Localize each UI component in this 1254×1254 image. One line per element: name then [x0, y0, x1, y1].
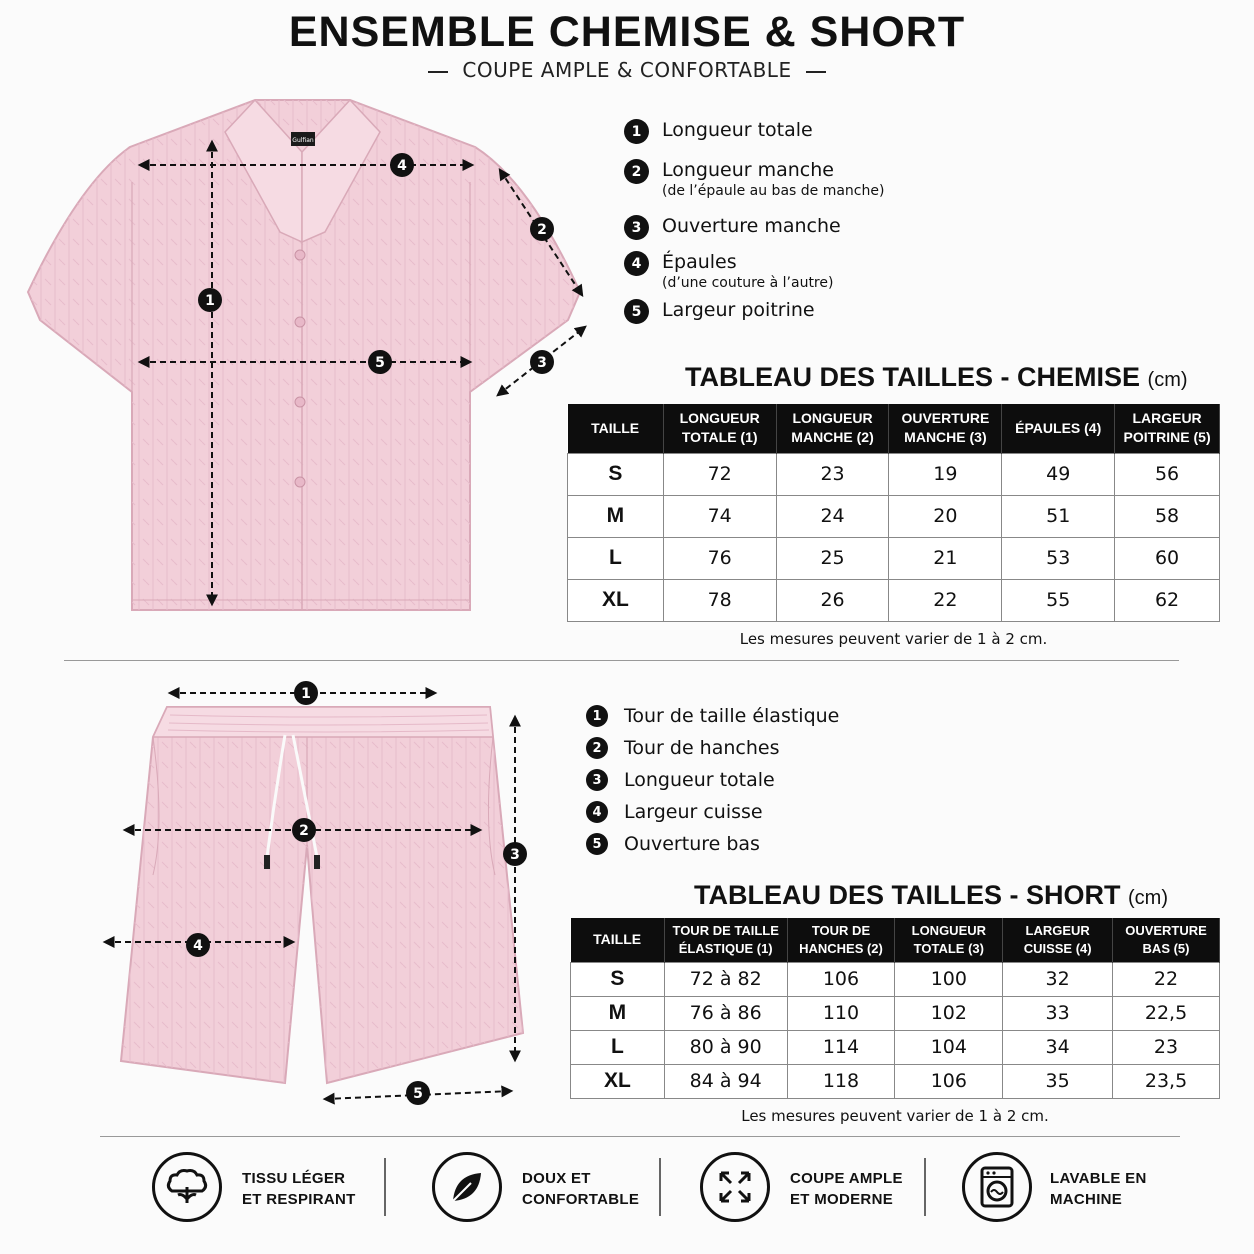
value-cell: 19: [889, 453, 1002, 495]
shirt-table-note: Les mesures peuvent varier de 1 à 2 cm.: [739, 630, 1048, 648]
shorts-legend: [586, 705, 1206, 865]
feature-line: LAVABLE EN: [1050, 1170, 1147, 1187]
value-cell: 78: [663, 579, 776, 621]
header-line: HANCHES (2): [799, 940, 883, 956]
washing-machine-icon: [962, 1152, 1032, 1222]
leaf-icon: [432, 1152, 502, 1222]
table-row: [571, 1064, 1220, 1098]
header-line: TAILLE: [593, 931, 642, 948]
size-cell: XL: [568, 579, 664, 621]
legend-label: Épaules: [662, 251, 737, 273]
shorts-marker-2-label: 2: [299, 823, 309, 839]
value-cell: 114: [787, 1030, 895, 1064]
legend-badge: 3: [624, 215, 649, 240]
value-cell: 22,5: [1113, 996, 1220, 1030]
value-cell: 32: [1003, 962, 1113, 996]
value-cell: 24: [776, 495, 889, 537]
header-line: OUVERTURE: [901, 410, 990, 427]
size-cell: M: [571, 996, 665, 1030]
legend-label: Ouverture manche: [662, 215, 841, 237]
shirt-table-unit: (cm): [1147, 369, 1188, 391]
table-header-cell: [1115, 404, 1220, 453]
value-cell: 76: [663, 537, 776, 579]
legend-badge: 1: [624, 119, 649, 144]
feature-line: ET RESPIRANT: [242, 1191, 356, 1208]
subtitle-dash-left: [428, 71, 448, 73]
value-cell: 53: [1002, 537, 1115, 579]
table-row: [571, 1030, 1220, 1064]
size-cell: L: [568, 537, 664, 579]
shorts-table-title-text: TABLEAU DES TAILLES - SHORT: [694, 880, 1121, 910]
value-cell: 22: [889, 579, 1002, 621]
shirt-marker-3-label: 3: [537, 355, 547, 371]
legend-label: Tour de taille élastique: [624, 705, 840, 727]
feature-line: COUPE AMPLE: [790, 1170, 903, 1187]
header-line: TAILLE: [591, 419, 640, 436]
header-line: TOTALE (1): [681, 429, 758, 446]
legend-badge: 1: [586, 705, 608, 727]
header-line: TOUR DE: [811, 923, 871, 939]
value-cell: 84 à 94: [664, 1064, 787, 1098]
size-cell: XL: [571, 1064, 665, 1098]
value-cell: 74: [663, 495, 776, 537]
page-subtitle: [0, 58, 1254, 82]
table-header-row: [571, 918, 1220, 962]
cotton-icon: [152, 1152, 222, 1222]
feature-line: DOUX ET: [522, 1170, 591, 1187]
value-cell: 55: [1002, 579, 1115, 621]
brand-tag-label: Gulfian: [292, 137, 314, 144]
value-cell: 20: [889, 495, 1002, 537]
value-cell: 49: [1002, 453, 1115, 495]
value-cell: 56: [1115, 453, 1220, 495]
value-cell: 51: [1002, 495, 1115, 537]
shorts-size-table: [570, 918, 1220, 1099]
legend-label: Longueur totale: [662, 119, 813, 141]
value-cell: 23: [776, 453, 889, 495]
table-row: [568, 537, 1220, 579]
shirt-body: [28, 100, 580, 610]
size-cell: M: [568, 495, 664, 537]
feature-line: CONFORTABLE: [522, 1191, 640, 1208]
legend-badge: 4: [624, 251, 649, 276]
table-header-cell: [664, 918, 787, 962]
header-line: ÉPAULES (4): [1015, 419, 1102, 436]
value-cell: 72 à 82: [664, 962, 787, 996]
table-header-cell: [1003, 918, 1113, 962]
shirt-illustration: [20, 92, 600, 627]
shorts-body: [121, 707, 523, 1083]
value-cell: 34: [1003, 1030, 1113, 1064]
feature-label-fit: [790, 1168, 903, 1210]
table-header-cell: [568, 404, 664, 453]
header-line: OUVERTURE: [1125, 923, 1207, 939]
table-header-cell: [895, 918, 1003, 962]
table-row: [568, 495, 1220, 537]
value-cell: 25: [776, 537, 889, 579]
value-cell: 102: [895, 996, 1003, 1030]
feature-label-light: [242, 1168, 356, 1210]
value-cell: 106: [787, 962, 895, 996]
header-line: MANCHE (2): [791, 429, 874, 446]
table-header-cell: [889, 404, 1002, 453]
legend-label: Largeur cuisse: [624, 801, 763, 823]
value-cell: 104: [895, 1030, 1003, 1064]
shirt-table-title: [685, 362, 1188, 393]
shorts-table-note: Les mesures peuvent varier de 1 à 2 cm.: [741, 1107, 1049, 1125]
header-line: TOTALE (3): [913, 940, 984, 956]
legend-badge: 3: [586, 769, 608, 791]
shorts-table-unit: (cm): [1128, 887, 1168, 909]
header-line: BAS (5): [1142, 940, 1190, 956]
value-cell: 60: [1115, 537, 1220, 579]
header-line: ÉLASTIQUE (1): [678, 940, 773, 956]
feature-line: TISSU LÉGER: [242, 1170, 346, 1187]
value-cell: 62: [1115, 579, 1220, 621]
value-cell: 23: [1113, 1030, 1220, 1064]
header-line: TOUR DE TAILLE: [672, 923, 779, 939]
header-line: LARGEUR: [1025, 923, 1090, 939]
value-cell: 23,5: [1113, 1064, 1220, 1098]
feature-separator: [659, 1158, 661, 1216]
table-header-cell: [787, 918, 895, 962]
table-header-cell: [1002, 404, 1115, 453]
table-row: [568, 453, 1220, 495]
legend-label: Ouverture bas: [624, 833, 760, 855]
shirt-marker-5-label: 5: [375, 355, 385, 371]
page-title: ENSEMBLE CHEMISE & SHORT: [288, 8, 966, 56]
header-line: MANCHE (3): [904, 429, 987, 446]
legend-label: Longueur totale: [624, 769, 775, 791]
shorts-legend-item: [586, 801, 1206, 833]
shorts-legend-item: [586, 737, 1206, 769]
header-line: LONGUEUR: [911, 923, 987, 939]
shorts-marker-1-label: 1: [301, 686, 311, 702]
value-cell: 106: [895, 1064, 1003, 1098]
value-cell: 100: [895, 962, 1003, 996]
table-row: [571, 962, 1220, 996]
section-divider: [64, 660, 1179, 661]
feature-label-washable: [1050, 1168, 1147, 1210]
legend-label: Tour de hanches: [624, 737, 780, 759]
shirt-legend-item: [624, 251, 1224, 299]
shirt-marker-4-label: 4: [397, 158, 407, 174]
table-header-cell: [1113, 918, 1220, 962]
shirt-size-table: [567, 404, 1220, 622]
value-cell: 110: [787, 996, 895, 1030]
shorts-table-title: [694, 880, 1168, 911]
table-header-cell: [571, 918, 665, 962]
header-line: LONGUEUR: [792, 410, 873, 427]
legend-note: (d’une couture à l’autre): [662, 275, 834, 291]
value-cell: 80 à 90: [664, 1030, 787, 1064]
value-cell: 22: [1113, 962, 1220, 996]
shirt-legend: [624, 119, 1224, 329]
subtitle-text: COUPE AMPLE & CONFORTABLE: [462, 58, 792, 82]
table-header-row: [568, 404, 1220, 453]
section-divider: [100, 1136, 1180, 1137]
legend-badge: 4: [586, 801, 608, 823]
shorts-marker-4-label: 4: [193, 938, 203, 954]
subtitle-dash-right: [806, 71, 826, 73]
legend-badge: 2: [586, 737, 608, 759]
feature-separator: [384, 1158, 386, 1216]
shirt-legend-item: [624, 215, 1224, 251]
expand-arrows-icon: [700, 1152, 770, 1222]
feature-line: MACHINE: [1050, 1191, 1123, 1208]
table-row: [571, 996, 1220, 1030]
shorts-illustration: [95, 675, 535, 1115]
shorts-legend-item: [586, 769, 1206, 801]
size-cell: L: [571, 1030, 665, 1064]
shorts-marker-5-label: 5: [413, 1086, 423, 1102]
shirt-legend-item: [624, 299, 1224, 329]
table-header-cell: [663, 404, 776, 453]
feature-separator: [924, 1158, 926, 1216]
legend-label: Longueur manche: [662, 159, 834, 181]
header-line: LONGUEUR: [679, 410, 760, 427]
legend-badge: 2: [624, 159, 649, 184]
value-cell: 72: [663, 453, 776, 495]
shorts-legend-item: [586, 833, 1206, 865]
shorts-marker-3-label: 3: [510, 847, 520, 863]
legend-label: Largeur poitrine: [662, 299, 815, 321]
legend-badge: 5: [624, 299, 649, 324]
table-header-cell: [776, 404, 889, 453]
shirt-legend-item: [624, 119, 1224, 159]
size-cell: S: [568, 453, 664, 495]
feature-label-soft: [522, 1168, 639, 1210]
legend-badge: 5: [586, 833, 608, 855]
shorts-legend-item: [586, 705, 1206, 737]
value-cell: 33: [1003, 996, 1113, 1030]
shirt-table-title-text: TABLEAU DES TAILLES - CHEMISE: [685, 362, 1141, 392]
shirt-marker-1-label: 1: [205, 293, 215, 309]
shirt-marker-2-label: 2: [537, 222, 547, 238]
header-line: LARGEUR: [1132, 410, 1202, 427]
value-cell: 58: [1115, 495, 1220, 537]
value-cell: 26: [776, 579, 889, 621]
shirt-legend-item: [624, 159, 1224, 215]
value-cell: 35: [1003, 1064, 1113, 1098]
value-cell: 21: [889, 537, 1002, 579]
legend-note: (de l’épaule au bas de manche): [662, 183, 885, 199]
feature-line: ET MODERNE: [790, 1191, 894, 1208]
header-line: CUISSE (4): [1023, 940, 1092, 956]
header-line: POITRINE (5): [1123, 429, 1211, 446]
size-cell: S: [571, 962, 665, 996]
value-cell: 76 à 86: [664, 996, 787, 1030]
table-row: [568, 579, 1220, 621]
value-cell: 118: [787, 1064, 895, 1098]
